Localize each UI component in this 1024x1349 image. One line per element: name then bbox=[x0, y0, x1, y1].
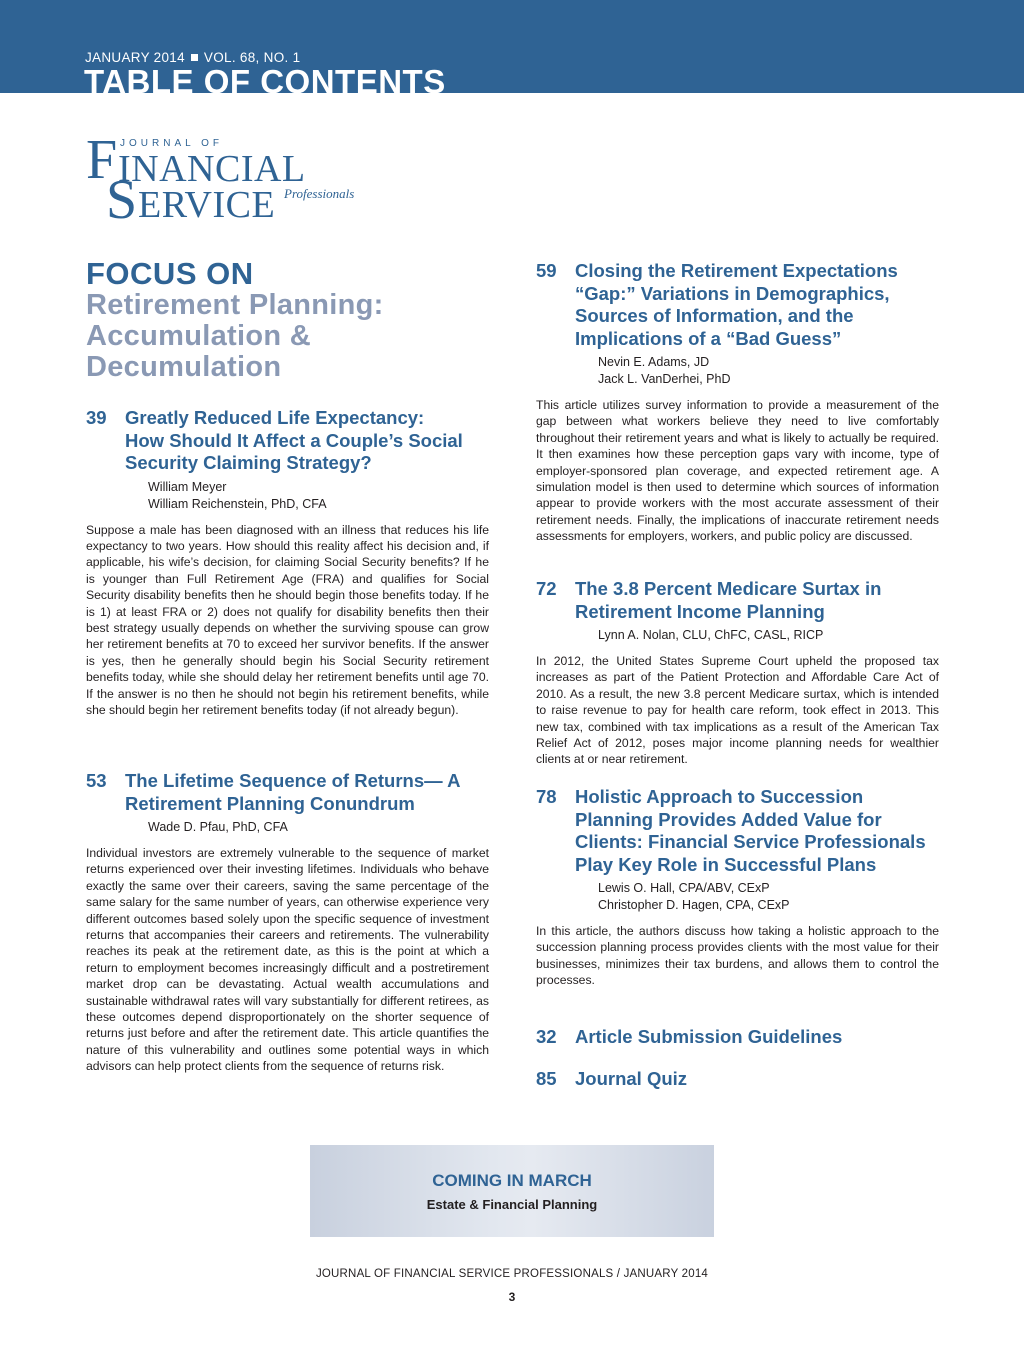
article-title[interactable]: The 3.8 Percent Medicare Surtax in Retirement Income Planning bbox=[575, 578, 882, 622]
toc-extra-item[interactable] bbox=[536, 1068, 939, 1091]
article-authors bbox=[148, 819, 489, 836]
focus-line-3: Accumulation & bbox=[86, 320, 311, 352]
issue-volume: VOL. 68, NO. 1 bbox=[203, 50, 301, 65]
article-author: Lynn A. Nolan, CLU, ChFC, CASL, RICP bbox=[598, 628, 824, 642]
article-title[interactable]: The Lifetime Sequence of Returns— A Retirement Planning Conundrum bbox=[125, 770, 460, 814]
article-heading bbox=[536, 786, 939, 876]
article-heading bbox=[536, 578, 939, 623]
article-abstract: In this article, the authors discuss how taking a holistic approach to the succession planning process provides clients with the most value for their businesses, minimizes their tax burdens, and allows them to control the processes. bbox=[536, 924, 939, 988]
article-authors bbox=[598, 880, 939, 914]
article-author: Lewis O. Hall, CPA/ABV, CExP bbox=[598, 881, 770, 895]
article-authors bbox=[598, 354, 939, 388]
logo-ervice: ERVICE bbox=[138, 184, 276, 226]
article-author: Jack L. VanDerhei, PhD bbox=[598, 372, 731, 386]
toc-article[interactable] bbox=[86, 770, 489, 1075]
article-title[interactable]: Greatly Reduced Life Expectancy: How Should It Affect a Couple’s Social Security Claiming Strategy? bbox=[125, 407, 463, 473]
article-page-number: 39 bbox=[86, 407, 107, 428]
article-page-number: 59 bbox=[536, 260, 557, 281]
issue-date: JANUARY 2014 bbox=[85, 50, 185, 65]
article-authors bbox=[598, 627, 939, 644]
page-footer: JOURNAL OF FINANCIAL SERVICE PROFESSIONALS / JANUARY 2014 bbox=[315, 1268, 709, 1280]
extra-heading bbox=[536, 1026, 939, 1049]
logo-letter-f: F bbox=[86, 129, 118, 191]
extra-page-number: 85 bbox=[536, 1068, 557, 1089]
header-bar bbox=[0, 0, 1024, 93]
extra-heading bbox=[536, 1068, 939, 1091]
article-author: Nevin E. Adams, JD bbox=[598, 355, 710, 369]
article-page-number: 53 bbox=[86, 770, 107, 791]
focus-line-4: Decumulation bbox=[86, 351, 282, 383]
focus-line-2: Retirement Planning: bbox=[86, 289, 384, 321]
logo-inancial: INANCIAL bbox=[118, 148, 306, 190]
toc-article[interactable] bbox=[536, 786, 939, 989]
logo-professionals: Professionals bbox=[284, 186, 355, 201]
coming-subtitle: Estate & Financial Planning bbox=[426, 1197, 598, 1212]
extra-title[interactable]: Journal Quiz bbox=[575, 1068, 688, 1089]
article-title[interactable]: Closing the Retirement Expectations “Gap:” Variations in Demographics, Sources of Information, and the Implications of a “Bad Guess” bbox=[575, 260, 898, 349]
article-page-number: 72 bbox=[536, 578, 557, 599]
article-author: William Reichenstein, PhD, CFA bbox=[148, 496, 327, 511]
article-author: Christopher D. Hagen, CPA, CExP bbox=[598, 898, 790, 912]
article-title[interactable]: Holistic Approach to Succession Planning Provides Added Value for Clients: Financial Service Professionals Play Key Role in Successful Plans bbox=[575, 786, 926, 875]
logo-journal-of: JOURNAL OF bbox=[120, 138, 223, 149]
page-title: TABLE OF CONTENTS bbox=[84, 63, 446, 93]
toc-extra-item[interactable] bbox=[536, 1026, 939, 1049]
toc-article[interactable] bbox=[86, 407, 489, 718]
article-abstract: Suppose a male has been diagnosed with an illness that reduces his life expectancy to two years. How should this reality affect his decision and, if applicable, his wife’s decision, for claiming Social Security benefits? If he is younger than Full Retirement Age (FRA) and qualifies for Social Security disability benefits then he should begin those benefits today. If he is 1) at least FRA or 2) does not qualify for disability benefits then their best strategy usually depends on whether the surviving spouse can grow her retirement benefits at 70 to exceed her survivor benefits. If the answer is yes, then he generally should begin his Social Security retirement benefits today, while she should delay her retirement benefits until age 70. If the answer is no then he should not begin his retirement benefits, while she should begin her retirement benefits today (if not already begun). bbox=[86, 522, 489, 717]
extra-page-number: 32 bbox=[536, 1026, 557, 1047]
article-abstract: In 2012, the United States Supreme Court upheld the proposed tax increases as part of the Patient Protection and Affordable Care Act of 2010. As a result, the new 3.8 percent Medicare surtax, which is intended to raise revenue to pay for health care reform, took effect in 2013. This new tax, combined with tax implications as a result of the American Tax Relief Act of 2012, poses major income planning needs for wealthier clients at or near retirement. bbox=[536, 654, 939, 767]
coming-heading: COMING IN MARCH bbox=[432, 1171, 592, 1190]
article-author: William Meyer bbox=[148, 479, 227, 494]
article-heading bbox=[536, 260, 939, 350]
journal-logo bbox=[86, 129, 366, 231]
toc-article[interactable] bbox=[536, 578, 939, 768]
page-number: 3 bbox=[508, 1290, 516, 1304]
article-heading bbox=[86, 770, 489, 815]
logo-letter-s: S bbox=[106, 169, 138, 231]
article-abstract: Individual investors are extremely vulnerable to the sequence of market returns experienced over their investing lifetimes. Individuals who behave exactly the same over their careers, saving the same percentage of the same salary for the same number of years, can otherwise experience very different outcomes based solely upon the specific sequence of investment returns that accompanies their careers and retirements. The vulnerability reaches its peak at the retirement date, as this is the point at which a return to employment becomes increasingly difficult and a postretirement market drop can be devastating. Actual wealth accumulations and sustainable withdrawal rates will vary substantially for different retirees, as these outcomes depend disproportionately on the shorter sequence of returns just before and after the retirement date. This article quantifies the nature of this vulnerability and outlines some potential ways in which advisors can help protect clients from the sequence of returns risk. bbox=[86, 846, 489, 1074]
focus-heading bbox=[86, 258, 486, 383]
extra-title[interactable]: Article Submission Guidelines bbox=[575, 1026, 843, 1047]
article-author: Wade D. Pfau, PhD, CFA bbox=[148, 820, 288, 834]
article-page-number: 78 bbox=[536, 786, 557, 807]
coming-soon-box bbox=[310, 1145, 714, 1237]
article-abstract: This article utilizes survey information to provide a measurement of the gap between what workers believe they need to live comfortably throughout their retirement years and what is likely to actually be required. It then examines how these perception gaps vary with income, type of employer-sponsored plan coverage, and expected retirement age. A simulation model is then used to determine which sources of information appear to provide workers with the most accurate assessment of their retirement needs. Finally, the implications of inaccurate retirement needs assessments for employers, workers, and public policy are discussed. bbox=[536, 398, 939, 544]
focus-line-1: FOCUS ON bbox=[86, 256, 254, 291]
square-bullet-icon bbox=[191, 54, 198, 61]
article-heading bbox=[86, 407, 489, 475]
article-authors bbox=[148, 479, 489, 513]
toc-article[interactable] bbox=[536, 260, 939, 545]
